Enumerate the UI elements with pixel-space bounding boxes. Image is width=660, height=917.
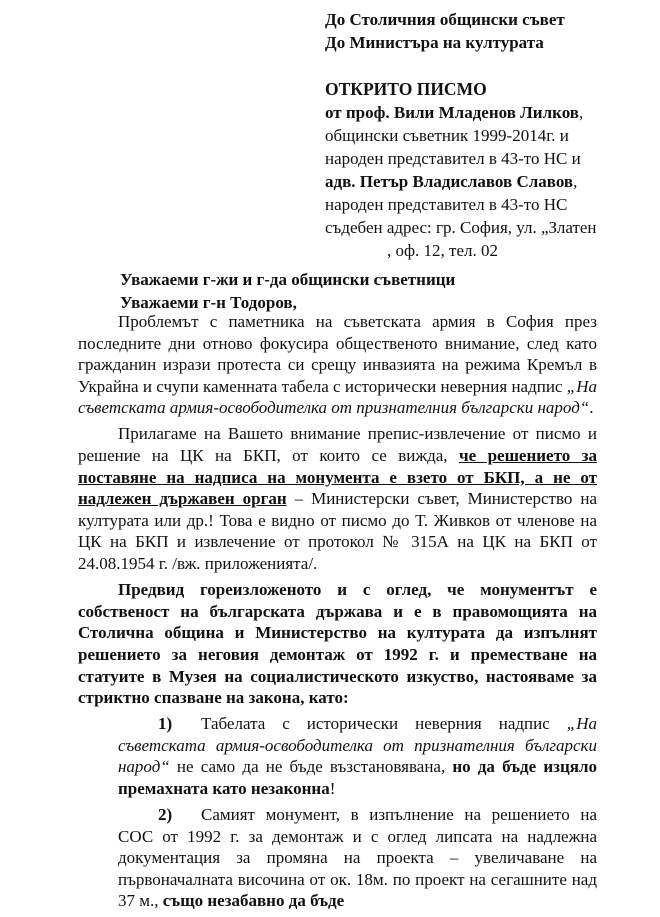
list-item-1 xyxy=(118,713,597,799)
list-item-1-quote: „На съветската армия-освободителка от признателния български народ“ xyxy=(118,714,597,777)
paragraph-1-end: . xyxy=(589,398,594,418)
paragraph-2 xyxy=(78,423,597,574)
list-item-2 xyxy=(118,804,597,912)
paragraph-1-quote: „На съветската армия-освободителка от признателния български народ“ xyxy=(78,376,597,418)
paragraph-1-text: Проблемът с паметника на съветската армия в София през последните дни отново фокусира общественото внимание, след като гражданин изрази протеста си срещу инвазията на режима Кремъл в Украйна и счупи каменната табела с исторически неверния надпис xyxy=(78,312,597,396)
list-item-2-text: Самият монумент, в изпълнение на решението на СОС от 1992 г. за демонтаж и с оглед липсата на надлежна документация за промяна на проекта – увеличаване на първоначалната височина от ок. 18м. по проект на сегашните над 37 м., xyxy=(118,805,597,911)
paragraph-3: Предвид гореизложеното и с оглед, че монументът е собственост на българската държава и е в правомощията на Столична община и Министерство на културата да изпълнят решението за неговия демонтаж от 1992 г. и преместване на статуите в Музея на социалистическото изкуство, настояваме за стриктно спазване на закона, като: xyxy=(78,580,597,708)
salutation-todorov: Уважаеми г-н Тодоров, xyxy=(120,293,297,312)
address-line-2-text: , оф. 12, тел. 02 xyxy=(387,241,498,260)
paragraph-2-text: Прилагаме на Вашето внимание препис-извлечение от писмо и решение на ЦК на БКП, от които се вижда, xyxy=(78,424,597,466)
comma: , xyxy=(573,172,578,191)
list-item-1-text: Табелата с исторически неверния надпис xyxy=(201,714,567,734)
sender-2-name xyxy=(325,170,605,193)
header-block xyxy=(325,8,605,262)
paragraph-2-rest: – Министерски съвет, Министерство на културата или др.! Това е видно от писмо до Т. Живков от членове на ЦК на БКП и извлечение от протокол № 315А на ЦК на БКП от 24.08.1954 г. /вж. приложенията/. xyxy=(78,489,598,574)
sender-1-role-1: общински съветник 1999-2014г. и xyxy=(325,126,569,145)
list-item-1-text-2: не само да не бъде възстановявана, xyxy=(169,757,453,777)
list-number: 2) xyxy=(158,805,173,825)
salutation-block xyxy=(120,268,455,314)
comma: , xyxy=(578,103,584,122)
sender-1-name xyxy=(325,101,605,124)
salutation-councillors: Уважаеми г-жи и г-да общински съветници xyxy=(120,270,456,289)
letter-body xyxy=(78,311,597,917)
list-number: 1) xyxy=(158,714,173,734)
sender-1-name-text: от проф. Вили Младенов Лилков xyxy=(325,103,579,122)
sender-2-name-text: адв. Петър Владиславов Славов xyxy=(325,172,574,191)
address-line-2 xyxy=(325,239,605,262)
sender-2-role: народен представител в 43-то НС xyxy=(325,195,568,214)
paragraph-1 xyxy=(78,311,597,419)
list-item-2-bold: също незабавно да бъде xyxy=(162,891,345,911)
sender-1-role-2: народен представител в 43-то НС и xyxy=(325,149,581,168)
list-item-1-end: ! xyxy=(329,778,336,798)
recipient-city-council: До Столичния общински съвет xyxy=(325,10,565,29)
list-item-1-bold: но да бъде изцяло премахната като незаконна xyxy=(118,757,598,798)
address-line-1: съдебен адрес: гр. София, ул. „Златен xyxy=(325,218,597,237)
paragraph-2-emphasis: че решението за поставяне на надписа на монумента е взето от БКП, а не от надлежен държавен орган xyxy=(78,446,598,509)
recipient-minister-culture: До Министъра на културата xyxy=(325,33,544,52)
letter-title: ОТКРИТО ПИСМО xyxy=(325,79,487,99)
